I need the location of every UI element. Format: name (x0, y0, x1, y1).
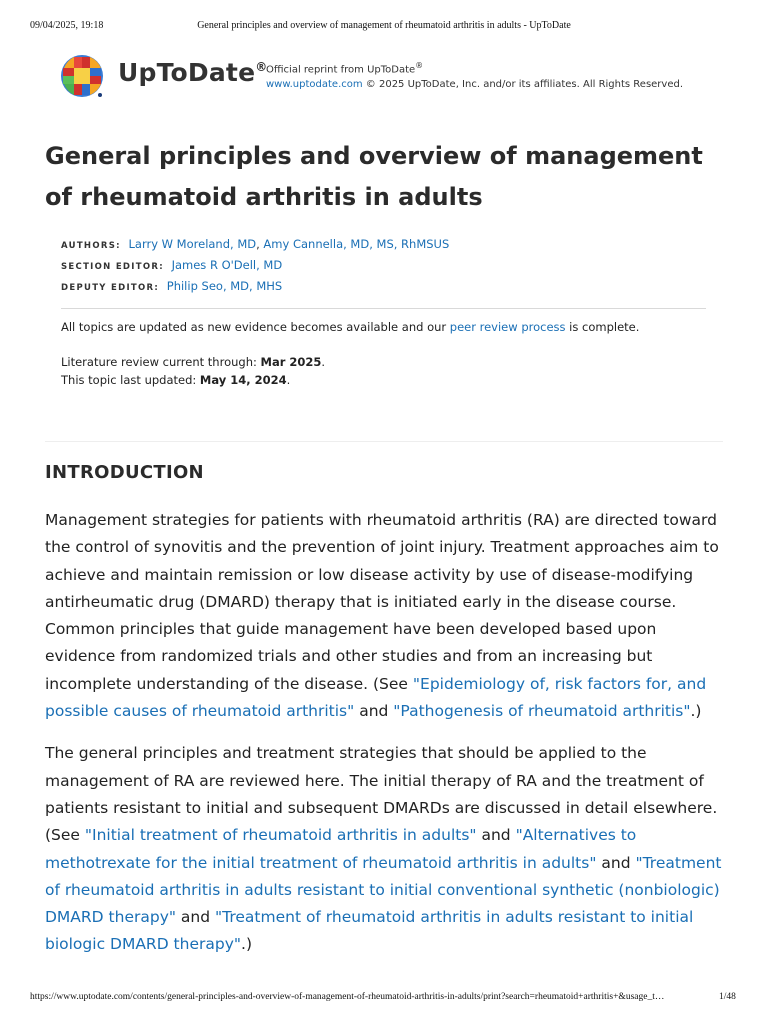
intro-paragraph-2: The general principles and treatment strategies that should be applied to the management of RA are reviewed here. The initial therapy of RA and the treatment of patients resistant to initial and subsequent DMARDs are discussed in detail elsewhere. (See "Initial treatment of rheumatoid arthritis in adults" and "Alternatives to methotrexate for the initial treatment of rheumatoid arthritis in adults" and "Treatment of rheumatoid arthritis in adults resistant to initial conventional synthetic (nonbiologic) DMARD therapy" and "Treatment of rheumatoid arthritis in adults resistant to initial biologic DMARD therapy".) (45, 744, 722, 954)
brand[interactable] (60, 52, 268, 100)
introduction-body (45, 507, 725, 974)
section-divider (45, 441, 723, 442)
deputy-editor-row (61, 277, 449, 298)
deputy-editor-label: DEPUTY EDITOR: (61, 283, 160, 293)
link-resistant-csdmard[interactable]: "Treatment of rheumatoid arthritis in adults resistant to initial conventional synthetic (nonbiologic) DMARD therapy" (45, 853, 722, 927)
page-number: 1/48 (719, 992, 736, 1002)
section-editor-link[interactable]: James R O'Dell, MD (171, 258, 283, 272)
topic-notes (61, 318, 721, 389)
intro-paragraph-1: Management strategies for patients with rheumatoid arthritis (RA) are directed toward the control of synovitis and the prevention of joint injury. Treatment approaches aim to achieve and maintain remission or low disease activity by use of disease-modifying antirheumatic drug (DMARD) therapy that is initiated early in the disease course. Common principles that guide management have been developed based upon evidence from randomized trials and other studies and from an increasing but incomplete understanding of the disease. (See "Epidemiology of, risk factors for, and possible causes of rheumatoid arthritis" and "Pathogenesis of rheumatoid arthritis".) (45, 511, 719, 721)
print-url: https://www.uptodate.com/contents/general-principles-and-overview-of-management-of-rheumatoid-arthritis-in-adults/print?search=rheumatoid+arthritis+&usage_t… (30, 992, 665, 1002)
copyright-text: © 2025 UpToDate, Inc. and/or its affiliates. All Rights Reserved. (362, 79, 684, 91)
article-meta (61, 235, 449, 298)
authors-label: AUTHORS: (61, 241, 121, 251)
print-datetime: 09/04/2025, 19:18 (30, 20, 104, 31)
website-link[interactable]: www.uptodate.com (266, 79, 363, 91)
last-updated-note: This topic last updated: May 14, 2024. (61, 373, 291, 387)
uptodate-logo-icon (60, 54, 104, 98)
print-doc-title: General principles and overview of management of rheumatoid arthritis in adults - UpToDate (197, 20, 571, 31)
link-epidemiology-ra[interactable]: "Epidemiology of, risk factors for, and possible causes of rheumatoid arthritis" (45, 674, 707, 721)
brand-name: UpToDate® (118, 58, 268, 87)
registered-mark: ® (255, 60, 268, 74)
link-pathogenesis-ra[interactable]: "Pathogenesis of rheumatoid arthritis" (393, 702, 691, 721)
link-resistant-biologic-dmard[interactable]: "Treatment of rheumatoid arthritis in adults resistant to initial biologic DMARD therapy" (45, 908, 694, 954)
update-note: All topics are updated as new evidence becomes available and our peer review process is complete. (61, 320, 640, 334)
print-header (0, 20, 768, 34)
reprint-line: Official reprint from UpToDate® (266, 61, 424, 76)
section-editor-label: SECTION EDITOR: (61, 262, 164, 272)
author-link-cannella[interactable]: Amy Cannella, MD, MS, RhMSUS (263, 237, 450, 251)
peer-review-link[interactable]: peer review process (449, 320, 566, 334)
section-heading-introduction: INTRODUCTION (45, 462, 204, 483)
authors-row: AUTHORS: Larry W Moreland, MD, Amy Cannella, MD, MS, RhMSUS (61, 235, 449, 256)
link-initial-treatment-ra[interactable]: "Initial treatment of rheumatoid arthritis in adults" (84, 826, 477, 845)
deputy-editor-link[interactable]: Philip Seo, MD, MHS (166, 279, 283, 293)
article-title: General principles and overview of management of rheumatoid arthritis in adults (45, 142, 703, 211)
reprint-notice (266, 58, 683, 92)
section-editor-row (61, 256, 449, 277)
lit-review-note: Literature review current through: Mar 2025. (61, 355, 326, 369)
author-link-moreland[interactable]: Larry W Moreland, MD (128, 237, 257, 251)
link-alternatives-methotrexate[interactable]: "Alternatives to methotrexate for the initial treatment of rheumatoid arthritis in adults" (45, 826, 637, 872)
divider (61, 308, 706, 309)
print-footer (0, 992, 768, 1006)
